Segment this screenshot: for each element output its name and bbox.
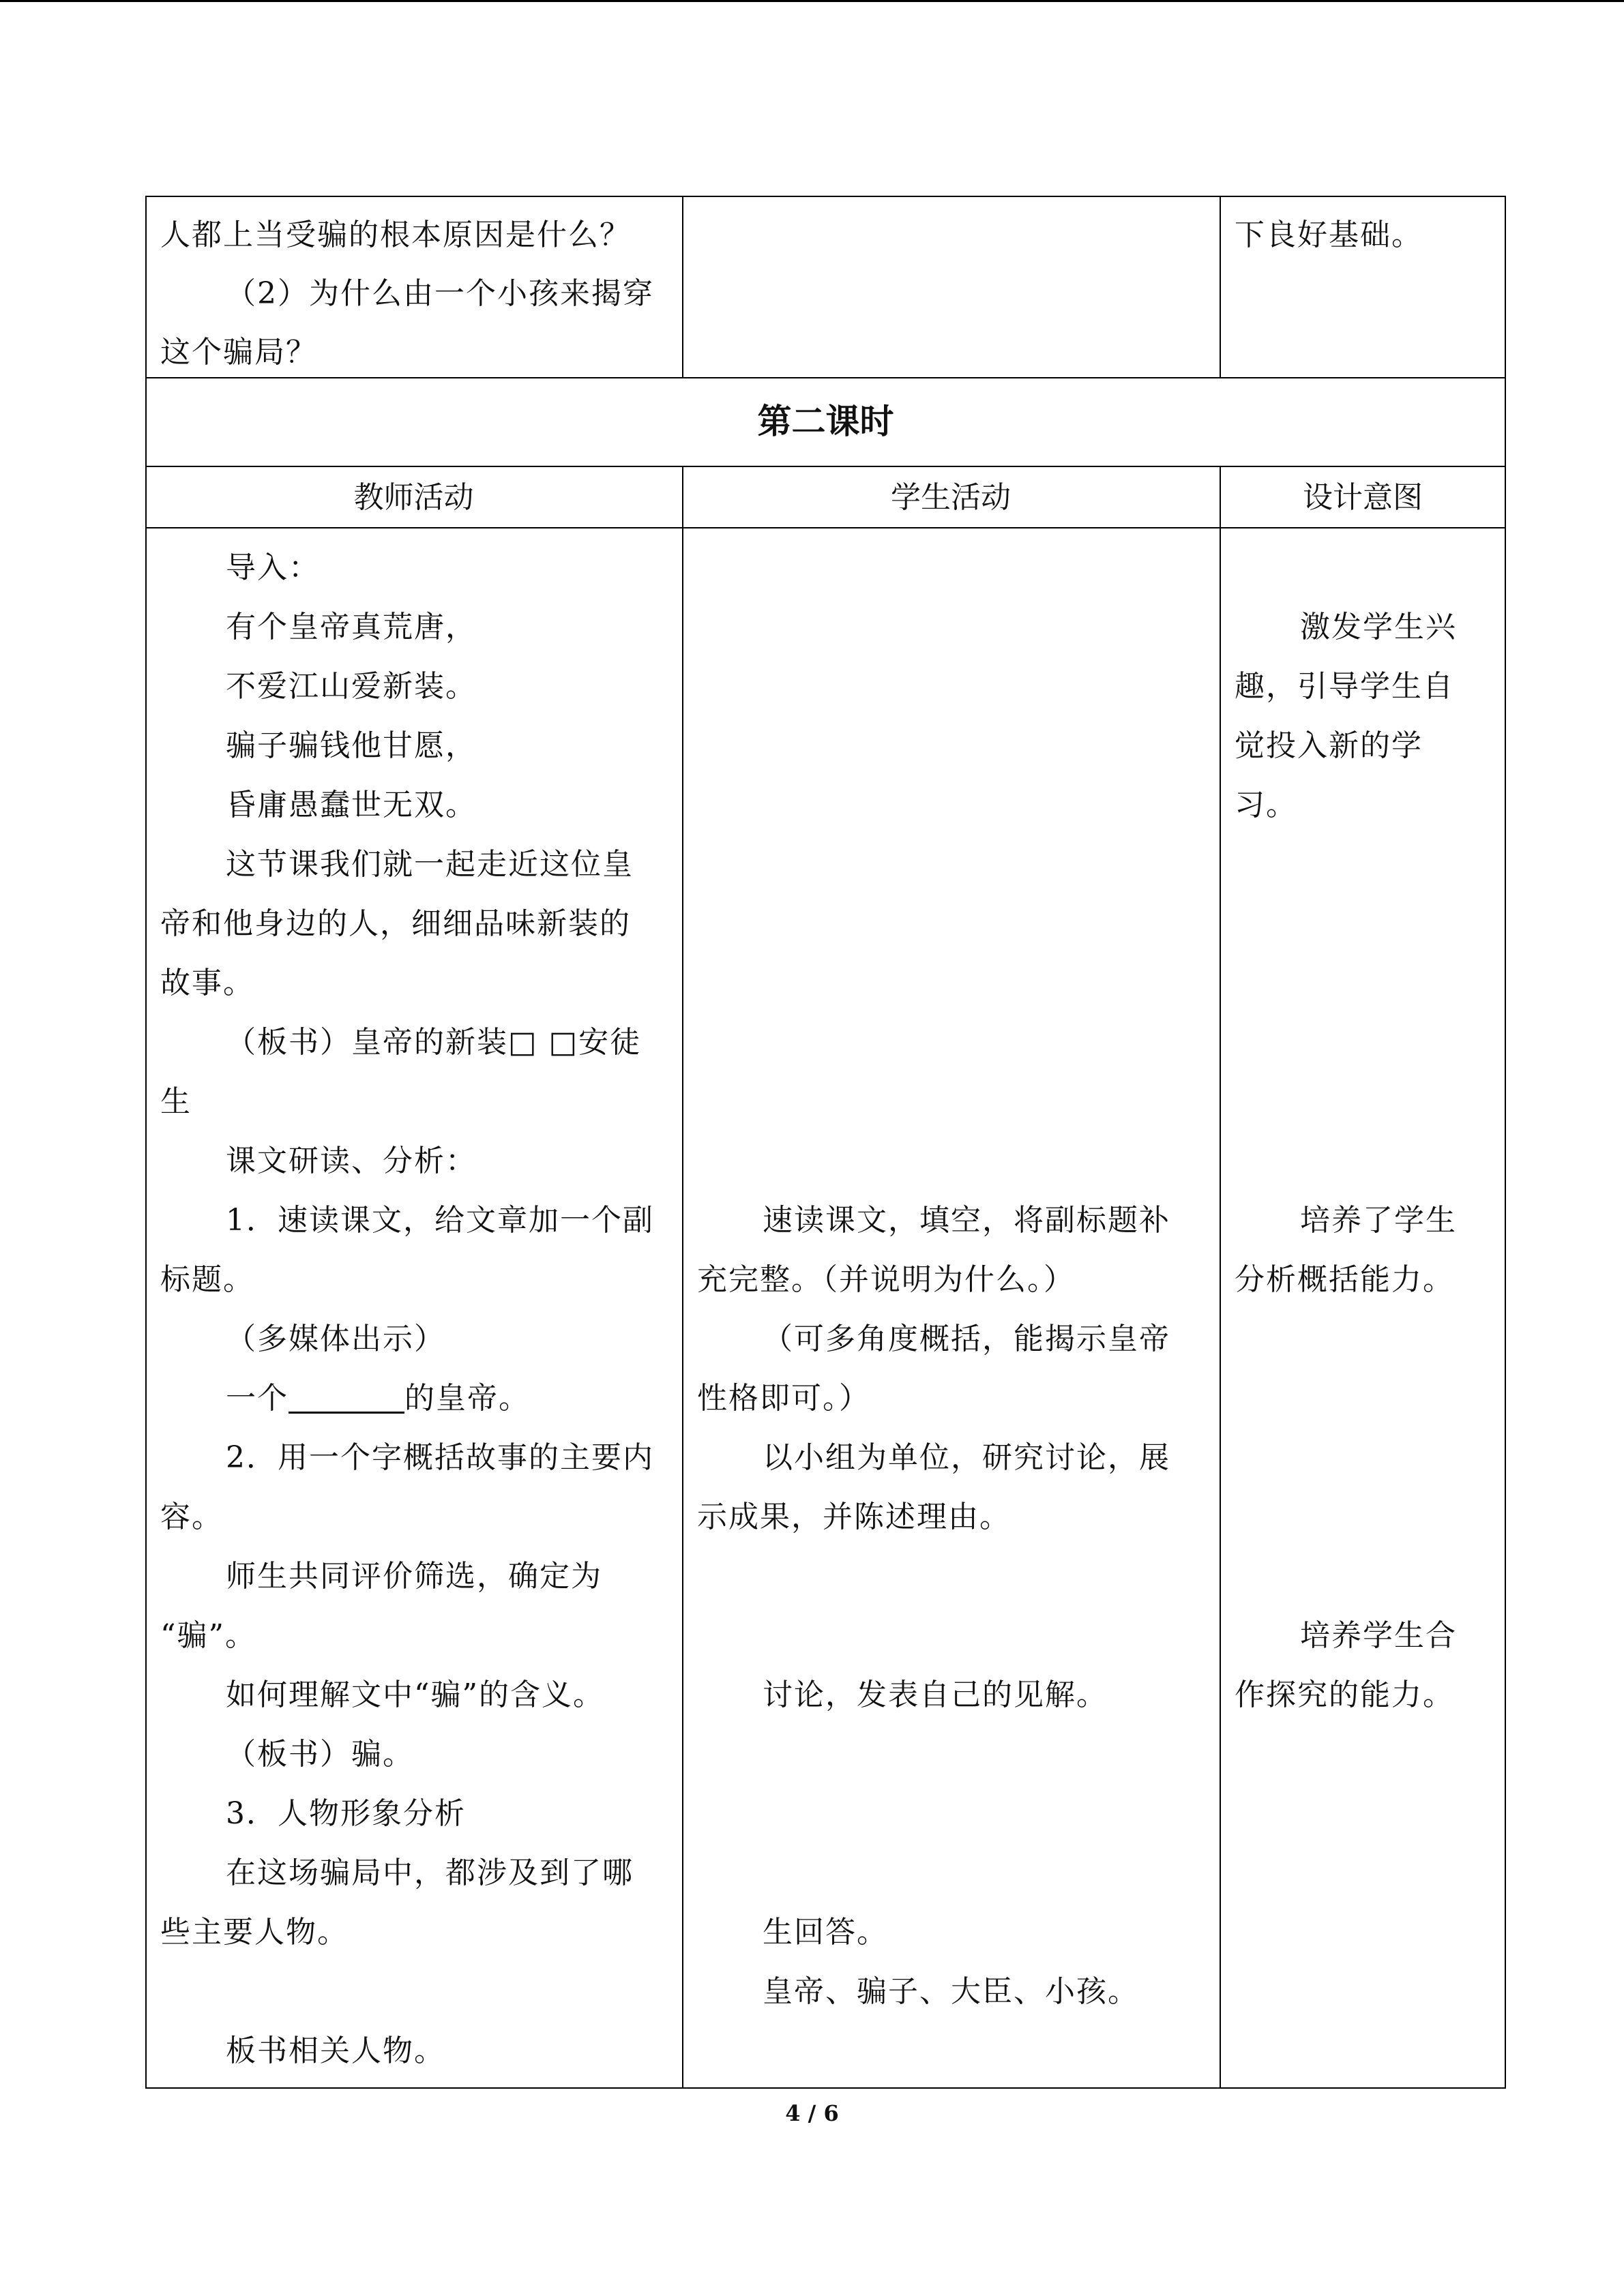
teacher-line: 生 [160, 1084, 192, 1119]
teacher-line: 在这场骗局中，都涉及到了哪 [226, 1855, 634, 1890]
teacher-line: 故事。 [160, 966, 254, 1000]
teacher-line: 帝和他身边的人，细细品味新装的 [160, 906, 631, 941]
teacher-line: 2．用一个字概括故事的主要内 [226, 1440, 654, 1475]
top-border-line [0, 0, 1624, 2]
teacher-line: 如何理解文中“骗”的含义。 [226, 1678, 604, 1712]
teacher-line: （板书）骗。 [226, 1737, 414, 1772]
page-number: 4 / 6 [785, 2100, 839, 2126]
header-teacher-activity: 教师活动 [353, 480, 474, 515]
header-design-intent: 设计意图 [1303, 480, 1423, 515]
student-line: 示成果，并陈述理由。 [697, 1500, 1011, 1534]
header-student-activity: 学生活动 [891, 480, 1011, 515]
prev-teacher-line: 这个骗局？ [160, 335, 317, 370]
teacher-line: 些主要人物。 [160, 1915, 349, 1950]
teacher-line-with-blank [160, 1378, 530, 1419]
teacher-line: 课文研读、分析： [226, 1144, 477, 1178]
prev-teacher-line: 人都上当受骗的根本原因是什么？ [160, 218, 631, 252]
teacher-line: （板书）皇帝的新装□ □安徒 [226, 1025, 642, 1060]
teacher-line: 3．人物形象分析 [226, 1796, 466, 1831]
intent-line: 培养学生合 [1300, 1618, 1457, 1653]
teacher-line: “骗”。 [160, 1618, 256, 1653]
prev-intent-line: 下良好基础。 [1235, 218, 1423, 252]
intent-line: 作探究的能力。 [1235, 1678, 1454, 1712]
teacher-line-part: 的皇帝。 [404, 1381, 530, 1416]
table-rule-header-bottom [145, 527, 1506, 528]
table-rule-section [145, 377, 1506, 378]
intent-line: 习。 [1235, 788, 1297, 822]
intent-line: 激发学生兴 [1300, 610, 1457, 644]
student-line: 讨论，发表自己的见解。 [763, 1678, 1108, 1712]
table-rule-col2-top [1220, 196, 1221, 377]
teacher-line: 标题。 [160, 1262, 254, 1297]
table-rule-bottom [145, 2087, 1506, 2089]
intent-line: 分析概括能力。 [1235, 1262, 1454, 1297]
student-line: 充完整。（并说明为什么。） [697, 1262, 1075, 1297]
table-rule-header-top [145, 466, 1506, 467]
student-line: 皇帝、骗子、大臣、小孩。 [763, 1974, 1139, 2009]
intent-line: 觉投入新的学 [1235, 728, 1423, 763]
teacher-line-part: 一个 [226, 1381, 289, 1416]
student-line: 生回答。 [763, 1915, 888, 1950]
teacher-line: 板书相关人物。 [226, 2033, 445, 2068]
table-rule-col1 [682, 466, 683, 2089]
section-title: 第二课时 [757, 401, 894, 441]
teacher-line: 导入： [226, 550, 320, 585]
table-rule-col1-top [682, 196, 683, 377]
fill-in-blank [289, 1382, 404, 1414]
intent-line: 趣，引导学生自 [1235, 669, 1454, 704]
student-line: 速读课文，填空，将副标题补 [763, 1203, 1170, 1238]
teacher-line: 这节课我们就一起走近这位皇 [226, 847, 634, 882]
table-rule-top [145, 196, 1506, 197]
student-line: 以小组为单位，研究讨论，展 [763, 1440, 1170, 1475]
teacher-line: 不爱江山爱新装。 [226, 669, 477, 704]
teacher-line: 骗子骗钱他甘愿， [226, 728, 477, 763]
student-line: （可多角度概括，能揭示皇帝 [763, 1322, 1170, 1356]
student-line: 性格即可。） [697, 1381, 870, 1416]
intent-line: 培养了学生 [1300, 1203, 1457, 1238]
prev-teacher-line: （2）为什么由一个小孩来揭穿 [226, 276, 654, 311]
teacher-line: 1．速读课文，给文章加一个副 [226, 1203, 654, 1238]
teacher-line: 有个皇帝真荒唐， [226, 610, 477, 644]
teacher-line: 容。 [160, 1500, 223, 1534]
teacher-line: 昏庸愚蠢世无双。 [226, 788, 477, 822]
teacher-line: 师生共同评价筛选，确定为 [226, 1559, 602, 1594]
lesson-plan-table [145, 196, 1506, 2089]
table-rule-col2 [1220, 466, 1221, 2089]
teacher-line: （多媒体出示） [226, 1322, 445, 1356]
